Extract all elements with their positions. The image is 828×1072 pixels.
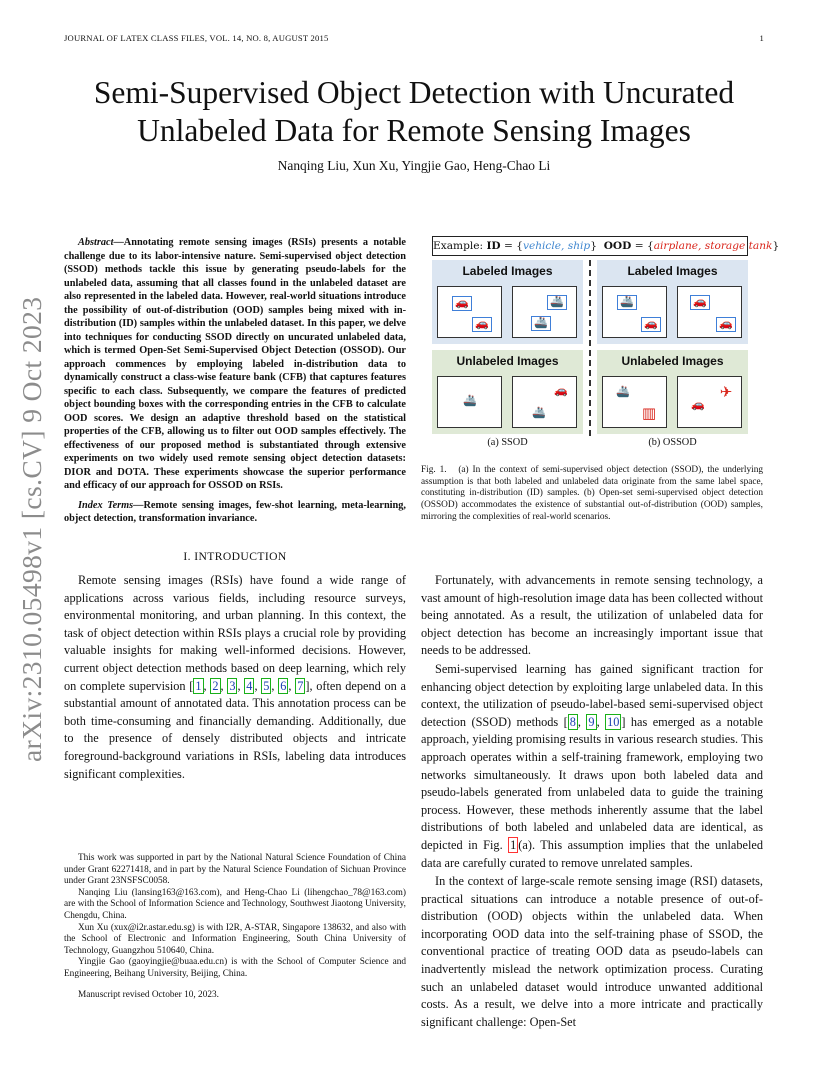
citation-link[interactable]: 6 [280,678,287,693]
index-terms-label: Index Terms [78,499,134,511]
abstract-label: Abstract [78,237,114,248]
index-terms [64,499,406,526]
image-thumbnail [437,376,502,428]
subcaption-ossod: (b) OSSOD [648,437,697,448]
intro-text-a: Remote sensing images (RSIs) have found a wide range of applications across various fields, including resource surveys, environmental monitoring, and urban planning. In this context, the task of object detection within RSIs plays a crucial role by providing valuable insights for making well-informed decisions. However, current object detection methods based on deep learning, which rely on complete supervision [ [64,573,406,693]
citation-link[interactable]: 1 [195,678,202,693]
ship-icon: 🚢 [617,295,637,310]
ship-icon: 🚢 [532,407,546,419]
image-thumbnail [602,376,667,428]
citation-link[interactable]: 7 [297,678,304,693]
figure-reference-link[interactable]: 1 [510,837,517,852]
section-heading-introduction: I. INTRODUCTION [183,549,287,563]
affiliation-note: Yingjie Gao (gaoyingjie@buaa.edu.cn) is with the School of Computer Science and Engineering, Beihang University, Beijing, China. [64,957,406,979]
manuscript-note: Manuscript revised October 10, 2023. [78,989,219,1000]
storage-tank-icon: ▥ [641,406,657,422]
subcaption-ssod: (a) SSOD [487,437,528,448]
affiliation-note: Nanqing Liu (lansing163@163.com), and Heng-Chao Li (lihengchao_78@163.com) are with the School of Information Science and Technology, Southwest Jiaotong University, Chengdu, China. [64,887,406,921]
body-paragraph: Semi-supervised learning has gained significant traction for enhancing object detection by exploiting large unlabeled data. In this context, the utilization of pseudo-label-based semi-supervised object detection (SSOD) methods [ 8 , 9 , 10 ] has emerged as a notable approach, yielding promising results in various research studies. This approach operates within a self-training framework, employing two networks simultaneously. It draws upon both labeled data and pseudo-labels generated from unlabeled data to guide the training process. However, these methods inherently assume that the label distributions of both labeled and unlabeled data are identical, as depicted in Fig. 1 (a). This assumption implies that the unlabeled data are carefully curated to remove unrelated samples. [421,661,764,870]
author-list: Nanqing Liu, Xun Xu, Yingjie Gao, Heng-Chao Li [277,158,551,173]
car-icon: 🚗 [690,295,710,310]
journal-header: JOURNAL OF LATEX CLASS FILES, VOL. 14, NO. 8, AUGUST 2015 [64,33,329,43]
image-thumbnail [512,286,577,338]
left-column [64,236,406,783]
intro-paragraph-1: Remote sensing images (RSIs) have found a wide range of applications across various fields, including resource surveys, environmental monitoring, and urban planning. In this context, the task of object detection within RSIs plays a crucial role by providing valuable insights for making well-informed decisions. However, current object detection methods based on deep learning, which rely on complete supervision [ 1 , 2 , 3 , 4 , 5 , 6 , 7 ], often depend on a substantial amount of annotated data. This annotation process can be both time-consuming and financially demanding. Additionally, due to the presence of densely distributed objects and intricate foreground-background variations in RSIs, labeling data introduces significant complexities. [64,573,406,781]
body-paragraph: Fortunately, with advancements in remote sensing technology, a vast amount of high-resolution image data has been collected without being annotated. As a result, the utilization of unlabeled data for object detection has become an increasingly important issue that needs to be addressed. [421,573,763,658]
paper-title: Semi-Supervised Object Detection with Uncurated Unlabeled Data for Remote Sensing Images [93,75,735,148]
citation-link[interactable]: 5 [263,678,270,693]
body-text: ] has emerged as a notable approach, yielding promising results in various research studies. This approach operates within a self-training framework, employing two networks simultaneously. It draws upon both labeled data and pseudo-labels generated from unlabeled data to guide the training process. However, these methods inherently assume that the label distributions of both labeled and unlabeled data are identical, as depicted in Fig. [421,714,763,852]
citation-link[interactable]: 10 [607,714,620,729]
citation-link[interactable]: 4 [246,678,253,693]
abstract [64,236,406,493]
ood-classes: airplane, storage tank [653,240,773,252]
figure-example-legend: Example: ID = {vehicle, ship} OOD = {airplane, storage tank} [432,236,748,256]
affiliation-note: Xun Xu (xux@i2r.astar.edu.sg) is with I2R, A-STAR, Singapore 138632, and also with the School of Electronic and Information Engineering, South China University of Technology, Guangzhou 510640, China. [64,922,406,956]
panel-title: Unlabeled Images [621,354,724,368]
caption-text: (a) In the context of semi-supervised object detection (SSOD), the underlying assumption is that both labeled and unlabeled data originate from the same label space, constituting in-distribution (ID) samples. (b) Open-set semi-supervised object detection (OSSOD) accommodates the existence of substantial out-of-distribution (OOD) samples, mirroring the complexities of real-world scenarios. [421,465,763,522]
example-prefix: Example: [433,240,487,252]
image-thumbnail [602,286,667,338]
citation-link[interactable]: 3 [229,678,236,693]
abstract-text: —Annotating remote sensing images (RSIs) presents a notable challenge due to its labor-intensive nature. Semi-supervised object detection (SSOD) methods tackle this issue by generating pseudo-labels for the unlabeled data, assuming that all classes found in the unlabeled dataset are also represented in the labeled data. However, real-world situations introduce the possibility of out-of-distribution (OOD) samples being mixed with in-distribution (ID) samples within the unlabeled dataset. In this paper, we delve into techniques for conducting SSOD directly on uncurated unlabeled data, which is termed Open-Set Semi-Supervised Object Detection (OSSOD). Our approach commences by employing labeled in-distribution data to dynamically construct a class-wise feature bank (CFB) that captures features specific to each class. Subsequently, we compare the features of predicted object bounding boxes with the corresponding entries in the CFB to calculate OOD scores. We design an adaptive threshold based on the statistical properties of the CFB, allowing us to filter out OOD samples effectively. The effectiveness of our proposed method is substantiated through extensive experiments on two widely used remote sensing object detection datasets: DIOR and DOTA. These experiments showcase the superior performance and efficacy of our approach for OSSOD on RSIs. [64,237,406,491]
citation-link[interactable]: 9 [588,714,595,729]
car-icon: 🚗 [452,296,472,311]
body-text: Semi-supervised learning has gained significant traction for enhancing object detection by exploiting large unlabeled data. In this context, the utilization of pseudo-label-based semi-supervised object detection (SSOD) methods [ [421,661,763,729]
right-column [421,572,763,1031]
car-icon: 🚗 [716,317,736,332]
panel-title: Labeled Images [627,264,718,278]
panel-title: Labeled Images [462,264,553,278]
ship-icon: 🚢 [616,386,630,398]
page-number: 1 [759,33,764,43]
ossod-labeled-panel [597,260,748,344]
citation-link[interactable]: 8 [569,714,576,729]
figure-1 [428,236,780,451]
airplane-icon: ✈ [719,385,733,401]
citation-link[interactable]: 2 [212,678,219,693]
index-terms-text: —Remote sensing images, few-shot learning, meta-learning, object detection, transformation invariance. [64,499,406,524]
figure-caption [421,465,763,524]
image-thumbnail [677,376,742,428]
intro-text-b: ], often depend on a substantial amount of annotated data. This annotation process can be both time-consuming and financially demanding. Additionally, due to the presence of densely distributed objects and intricate foreground-background variations in RSIs, labeling data introduces significant complexities. [64,678,406,781]
body-text: (a). This assumption implies that the unlabeled data are carefully curated to remove unrelated samples. [421,837,764,870]
ossod-unlabeled-panel [597,350,748,434]
running-header [64,33,764,47]
car-icon: 🚗 [554,385,568,397]
id-classes: vehicle, ship [522,240,591,252]
ship-icon: 🚢 [531,316,551,331]
arxiv-identifier[interactable]: arXiv:2310.05498v1 [cs.CV] 9 Oct 2023 [16,296,47,762]
image-thumbnail [512,376,577,428]
funding-note: This work was supported in part by the National Natural Science Foundation of China under Grant 62271418, and in part by the Natural Science Foundation of Sichuan Province under Grant 23NSFSC0058. [64,853,406,887]
image-thumbnail [677,286,742,338]
body-paragraph: In the context of large-scale remote sensing image (RSI) datasets, practical situations can introduce a notable presence of out-of-distribution (OOD) objects within the unlabeled data. When incorporating OOD data into the self-training phase of SSOD, the conventional practice of treating OOD data as pseudo-labels can inadvertently mislead the network optimization process. Curating such an unlabeled dataset would introduce unwanted additional costs. As a result, we delve into a more intricate and practically significant challenge: Open-Set [421,874,763,1029]
id-label: ID [486,240,501,252]
ship-icon: 🚢 [463,395,477,407]
figure-divider [589,260,591,436]
car-icon: 🚗 [641,317,661,332]
ssod-labeled-panel [432,260,583,344]
ood-label: OOD [603,240,632,252]
panel-title: Unlabeled Images [456,354,559,368]
ship-icon: 🚢 [547,295,567,310]
caption-label: Fig. 1. [421,465,447,475]
image-thumbnail [437,286,502,338]
car-icon: 🚗 [691,399,705,411]
ssod-unlabeled-panel [432,350,583,434]
car-icon: 🚗 [472,317,492,332]
footnotes [64,853,406,1001]
